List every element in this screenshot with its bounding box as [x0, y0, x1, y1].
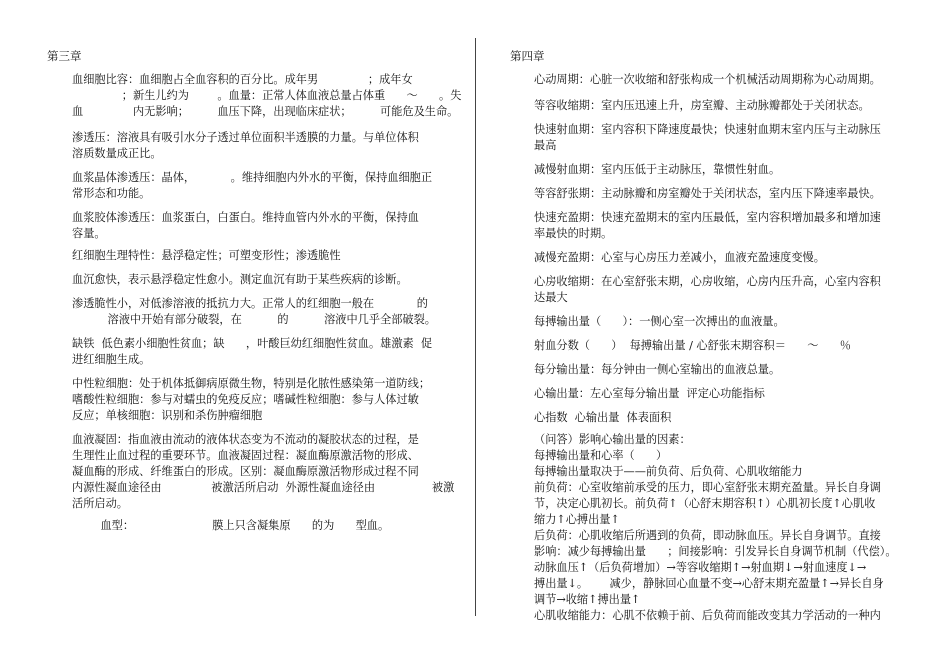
right-line: 心指数 心输出量 体表面积 — [534, 411, 672, 424]
left-line: ；新生儿约为 。血量：正常人体血液总量占体重 ～ 。失 — [72, 89, 462, 102]
right-line: 最高 — [534, 139, 557, 152]
left-line: 活所启动。 — [72, 497, 128, 510]
right-line: （问答）影响心输出量的因素： — [534, 433, 691, 446]
right-line: 心房收缩期：在心室舒张末期，心房收缩，心房内压升高，心室内容积 — [534, 275, 881, 288]
right-line: 前负荷：心室收缩前承受的压力，即心室舒张末期充盈量。异长自身调 — [534, 481, 881, 494]
left-line: 嗜酸性粒细胞：参与对蠕虫的免疫反应；嗜碱性粒细胞：参与人体过敏 — [72, 393, 419, 406]
right-line: 动脉血压↑（后负荷增加）→等容收缩期↑→射血期↓→射血速度↓→ — [534, 561, 867, 574]
right-line: 后负荷：心肌收缩后所遇到的负荷，即动脉血压。异长自身调节。直接 — [534, 529, 881, 542]
chapter-3-heading: 第三章 — [47, 49, 82, 63]
right-line: 射血分数（ ） 每搏输出量 / 心舒张末期容积＝ ～ ％ — [534, 339, 851, 352]
chapter-4-heading: 第四章 — [510, 49, 545, 63]
left-line: 常形态和功能。 — [72, 187, 151, 200]
right-line: 减慢射血期：室内压低于主动脉压，靠惯性射血。 — [534, 163, 781, 176]
left-line: 生理性止血过程的重要环节。血液凝固过程：凝血酶原激活物的形成、 — [72, 449, 419, 462]
right-line: 搏出量↓。 减少，静脉回心血量不变→心舒末期充盈量↑→异长自身 — [534, 577, 884, 590]
left-line: 渗透脆性小，对低渗溶液的抵抗力大。正常人的红细胞一般在 的 — [72, 297, 428, 310]
right-line: 等容舒张期：主动脉瓣和房室瓣处于关闭状态，室内压下降速率最快。 — [534, 187, 881, 200]
right-line: 缩力↑心搏出量↑ — [534, 513, 620, 526]
right-line: 心动周期：心脏一次收缩和舒张构成一个机械活动周期称为心动周期。 — [534, 73, 881, 86]
right-line: 快速充盈期：快速充盈期末的室内压最低，室内容积增加最多和增加速 — [534, 211, 881, 224]
left-line: 红细胞生理特性：悬浮稳定性；可塑变形性；渗透脆性 — [72, 249, 341, 262]
left-line: 中性粒细胞：处于机体抵御病原微生物，特别是化脓性感染第一道防线； — [72, 377, 431, 390]
left-line: 内源性凝血途径由 被激活所启动 外源性凝血途径由 被激 — [72, 481, 455, 494]
right-line: 每搏输出量和心率（ ） — [534, 449, 668, 462]
left-line: 血浆胶体渗透压：血浆蛋白，白蛋白。维持血管内外水的平衡，保持血 — [72, 211, 419, 224]
right-line: 等容收缩期：室内压迅速上升，房室瓣、主动脉瓣都处于关闭状态。 — [534, 99, 870, 112]
left-line: 血型： 膜上只含凝集原 的为 型血。 — [72, 519, 390, 532]
right-line: 节，决定心肌初长。前负荷↑（心舒末期容积↑）心肌初长度↑心肌收 — [534, 497, 876, 510]
left-line: 凝血酶的形成、纤维蛋白的形成。区别：凝血酶原激活物形成过程不同 — [72, 465, 419, 478]
column-divider — [475, 38, 476, 616]
right-line: 率最快的时期。 — [534, 227, 613, 240]
right-line: 影响：减少每搏输出量 ；间接影响：引发异长自身调节机制（代偿）。 — [534, 545, 897, 558]
left-line: 血液凝固：指血液由流动的液体状态变为不流动的凝胶状态的过程，是 — [72, 433, 419, 446]
left-line: 反应；单核细胞：识别和杀伤肿瘤细胞 — [72, 409, 263, 422]
right-line: 心肌收缩能力：心肌不依赖于前、后负荷而能改变其力学活动的一种内 — [534, 609, 881, 622]
left-line: 渗透压：溶液具有吸引水分子透过单位面积半透膜的力量。与单位体积 — [72, 131, 419, 144]
right-line: 调节→收缩↑搏出量↑ — [534, 593, 641, 606]
left-line: 进红细胞生成。 — [72, 353, 151, 366]
right-line: 心输出量：左心室每分输出量 评定心功能指标 — [534, 387, 765, 400]
left-line: 血沉愈快，表示悬浮稳定性愈小。测定血沉有助于某些疾病的诊断。 — [72, 273, 408, 286]
right-line: 达最大 — [534, 291, 568, 304]
left-line: 血细胞比容：血细胞占全血容积的百分比。成年男 ；成年女 — [72, 73, 413, 86]
left-line: 容量。 — [72, 227, 106, 240]
right-line: 减慢充盈期：心室与心房压力差减小，血液充盈速度变慢。 — [534, 251, 825, 264]
left-line: 溶质数量成正比。 — [72, 147, 162, 160]
right-line: 每搏输出量取决于——前负荷、后负荷、心肌收缩能力 — [534, 465, 803, 478]
left-line: 缺铁 低色素小细胞性贫血；缺 ，叶酸巨幼红细胞性贫血。雄激素 促 — [72, 337, 433, 350]
right-line: 每搏输出量（ ）：一侧心室一次搏出的血液量。 — [534, 315, 785, 328]
left-line: 血浆晶体渗透压：晶体， 。维持细胞内外水的平衡，保持血细胞正 — [72, 171, 433, 184]
right-line: 每分输出量：每分钟由一侧心室输出的血液总量。 — [534, 363, 781, 376]
left-line: 血 内无影响； 血压下降，出现临床症状； 可能危及生命。 — [72, 105, 459, 118]
right-line: 快速射血期：室内容积下降速度最快；快速射血期末室内压与主动脉压 — [534, 123, 881, 136]
left-line: 溶液中开始有部分破裂，在 的 溶液中几乎全部破裂。 — [72, 313, 436, 326]
